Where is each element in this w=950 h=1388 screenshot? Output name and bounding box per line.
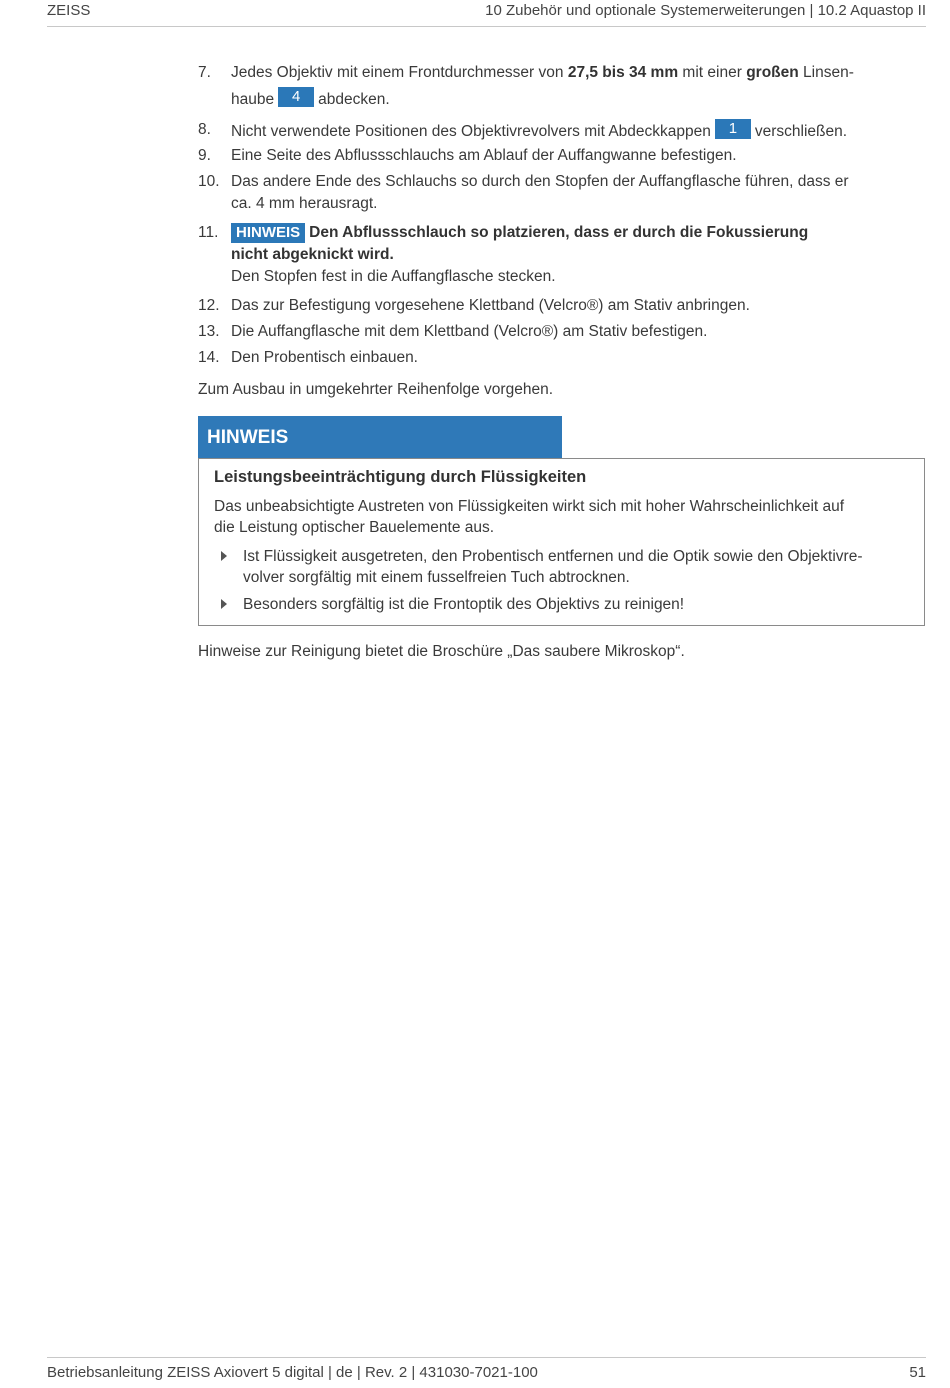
note-title: Leistungsbeeinträchtigung durch Flüssigkeiten — [214, 468, 587, 486]
header-section: 10 Zubehör und optionale Systemerweiterungen | 10.2 Aquastop II — [485, 2, 926, 19]
bullet-text: Besonders sorgfältig ist die Frontoptik des Objektivs zu reinigen! — [243, 596, 685, 613]
step-10 — [198, 171, 908, 219]
step-text: Linsen- — [798, 64, 854, 81]
note-body-line: Das unbeabsichtigte Austreten von Flüssigkeiten wirkt sich mit hoher Wahrscheinlichkeit auf — [214, 498, 845, 515]
note-bullet — [214, 546, 910, 588]
position-reference-badge: 1 — [715, 119, 751, 139]
step-text: haube — [231, 91, 275, 108]
step-text: Den Stopfen fest in die Auffangflasche stecken. — [231, 268, 556, 285]
step-bold: nicht abgeknickt wird. — [231, 246, 394, 263]
hinweis-header — [198, 416, 562, 458]
step-number: 12. — [198, 297, 220, 314]
note-body-line: die Leistung optischer Bauelemente aus. — [214, 519, 495, 536]
step-number: 10. — [198, 173, 220, 190]
step-number: 13. — [198, 323, 220, 340]
note-bullet — [214, 594, 910, 615]
cleaning-reference: Hinweise zur Reinigung bietet die Broschüre „Das saubere Mikroskop“. — [198, 643, 685, 660]
hinweis-box — [198, 458, 925, 626]
bullet-text: Ist Flüssigkeit ausgetreten, den Probentisch entfernen und die Optik sowie den Objektivre- — [243, 548, 863, 565]
page-header — [47, 0, 926, 27]
step-text: Eine Seite des Abflussschlauchs am Ablauf der Auffangwanne befestigen. — [231, 147, 737, 164]
step-text: mit einer — [678, 64, 747, 81]
step-text: Den Probentisch einbauen. — [231, 349, 418, 366]
triangle-bullet-icon — [221, 551, 227, 561]
header-brand: ZEISS — [47, 2, 91, 19]
step-11 — [198, 222, 908, 295]
step-9 — [198, 145, 908, 171]
step-text: abdecken. — [318, 91, 390, 108]
step-text: Nicht verwendete Positionen des Objektivrevolvers mit Abdeckkappen — [231, 123, 711, 140]
step-text: ca. 4 mm herausragt. — [231, 195, 378, 212]
step-bold: 27,5 bis 34 mm — [567, 64, 679, 81]
step-text: Das zur Befestigung vorgesehene Klettband (Velcro®) am Stativ anbringen. — [231, 297, 750, 314]
step-14 — [198, 347, 908, 373]
page-number: 51 — [909, 1364, 926, 1381]
position-reference-badge: 4 — [278, 87, 314, 107]
step-bold: Den Abflussschlauch so platzieren, dass er durch die Fokussierung — [309, 224, 809, 241]
hinweis-label: HINWEIS — [207, 427, 289, 448]
bullet-text: volver sorgfältig mit einem fusselfreien Tuch abtrocknen. — [243, 569, 630, 586]
step-7 — [198, 62, 908, 115]
page-footer — [47, 1357, 926, 1388]
instruction-steps — [198, 62, 908, 373]
step-text: verschließen. — [754, 123, 848, 140]
step-number: 7. — [198, 64, 211, 81]
step-text: Jedes Objektiv mit einem Frontdurchmesser von — [231, 64, 568, 81]
step-number: 8. — [198, 121, 211, 138]
step-12 — [198, 295, 908, 321]
hinweis-tag: HINWEIS — [231, 223, 305, 243]
footer-document-info: Betriebsanleitung ZEISS Axiovert 5 digital | de | Rev. 2 | 431030-7021-100 — [47, 1364, 538, 1381]
step-bold: großen — [746, 64, 799, 81]
step-number: 14. — [198, 349, 220, 366]
triangle-bullet-icon — [221, 599, 227, 609]
note-body — [214, 496, 910, 538]
removal-note: Zum Ausbau in umgekehrter Reihenfolge vorgehen. — [198, 381, 553, 398]
step-number: 9. — [198, 147, 211, 164]
step-text: Die Auffangflasche mit dem Klettband (Velcro®) am Stativ befestigen. — [231, 323, 708, 340]
step-text: Das andere Ende des Schlauchs so durch den Stopfen der Auffangflasche führen, dass er — [231, 173, 849, 190]
step-number: 11. — [198, 224, 219, 241]
step-8 — [198, 119, 908, 144]
step-13 — [198, 321, 908, 347]
